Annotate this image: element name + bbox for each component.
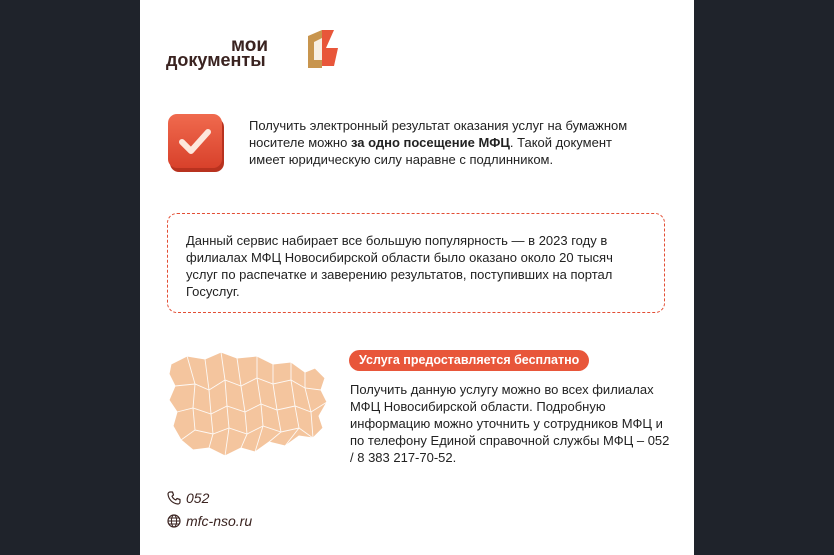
phone-number[interactable]: 052 (186, 490, 210, 506)
phone-icon (167, 491, 181, 505)
website-contact[interactable] (167, 512, 252, 530)
free-service-badge: Услуга предоставляется бесплатно (349, 350, 589, 371)
popularity-text: Данный сервис набирает все большую популярность — в 2023 году в филиалах МФЦ Новосибирской области было оказано около 20 тысяч услуг по распечатке и заверению результатов, поступивших на портал Госуслуг. (186, 233, 613, 299)
service-text: Получить данную услугу можно во всех филиалах МФЦ Новосибирской области. Подробную информацию можно уточнить у сотрудников МФЦ и по телефону Единой справочной службы МФЦ – 052 / 8 383 217-70-52. (350, 382, 670, 465)
info-card (140, 0, 694, 555)
region-map-icon (165, 350, 330, 460)
intro-text: Получить электронный результат оказания услуг на бумажном носителе можно за одно посещение МФЦ. Такой документ имеет юридическую силу наравне с подлинником. (249, 118, 628, 167)
checkmark-icon (166, 112, 228, 174)
intro-bold: за одно посещение МФЦ (350, 135, 510, 150)
phone-contact[interactable] (167, 489, 209, 507)
logo-word-top: мои (231, 35, 269, 56)
logo-word-bottom: документы (166, 50, 266, 70)
globe-icon (167, 514, 181, 528)
logo-mark-icon (304, 28, 340, 70)
mfc-logo (166, 26, 316, 70)
website-link[interactable]: mfc-nso.ru (186, 513, 253, 529)
